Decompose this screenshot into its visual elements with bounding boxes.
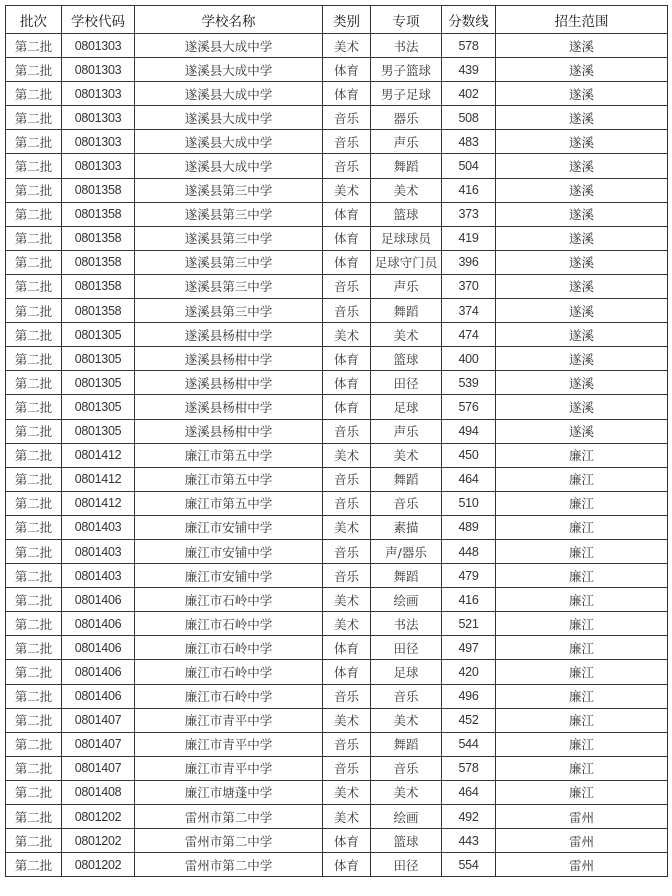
cell-specialty: 足球 xyxy=(371,660,442,684)
cell-school-name: 廉江市第五中学 xyxy=(135,491,323,515)
cell-school-code: 0801406 xyxy=(62,612,135,636)
cell-specialty: 音乐 xyxy=(371,491,442,515)
cell-score-line: 492 xyxy=(442,805,496,829)
table-row xyxy=(6,299,668,323)
table-row xyxy=(6,130,668,154)
cell-school-code: 0801202 xyxy=(62,805,135,829)
cell-score-line: 483 xyxy=(442,130,496,154)
cell-score-line: 510 xyxy=(442,491,496,515)
cell-category: 美术 xyxy=(323,588,371,612)
cell-score-line: 452 xyxy=(442,708,496,732)
cell-specialty: 素描 xyxy=(371,515,442,539)
cell-enrollment-area: 遂溪 xyxy=(496,154,668,178)
table-row xyxy=(6,226,668,250)
cell-category: 音乐 xyxy=(323,467,371,491)
header-batch: 批次 xyxy=(6,6,62,34)
table-row xyxy=(6,274,668,298)
cell-score-line: 374 xyxy=(442,299,496,323)
cell-score-line: 439 xyxy=(442,58,496,82)
cell-score-line: 544 xyxy=(442,732,496,756)
cell-specialty: 足球球员 xyxy=(371,226,442,250)
cell-school-name: 遂溪县杨柑中学 xyxy=(135,419,323,443)
cell-batch: 第二批 xyxy=(6,467,62,491)
cell-category: 音乐 xyxy=(323,274,371,298)
table-row xyxy=(6,82,668,106)
cell-batch: 第二批 xyxy=(6,780,62,804)
cell-school-code: 0801358 xyxy=(62,250,135,274)
table-row xyxy=(6,154,668,178)
cell-school-code: 0801358 xyxy=(62,299,135,323)
cell-school-code: 0801403 xyxy=(62,539,135,563)
cell-category: 体育 xyxy=(323,371,371,395)
cell-category: 美术 xyxy=(323,780,371,804)
cell-school-code: 0801406 xyxy=(62,588,135,612)
cell-school-name: 廉江市第五中学 xyxy=(135,467,323,491)
cell-batch: 第二批 xyxy=(6,323,62,347)
cell-enrollment-area: 遂溪 xyxy=(496,58,668,82)
cell-score-line: 416 xyxy=(442,178,496,202)
cell-batch: 第二批 xyxy=(6,443,62,467)
cell-school-name: 遂溪县第三中学 xyxy=(135,178,323,202)
header-enrollment-area: 招生范围 xyxy=(496,6,668,34)
cell-enrollment-area: 廉江 xyxy=(496,660,668,684)
cell-school-code: 0801358 xyxy=(62,178,135,202)
cell-specialty: 舞蹈 xyxy=(371,154,442,178)
cell-batch: 第二批 xyxy=(6,564,62,588)
cell-school-code: 0801407 xyxy=(62,732,135,756)
cell-specialty: 美术 xyxy=(371,708,442,732)
cell-batch: 第二批 xyxy=(6,178,62,202)
cell-batch: 第二批 xyxy=(6,539,62,563)
cell-category: 体育 xyxy=(323,82,371,106)
cell-batch: 第二批 xyxy=(6,106,62,130)
table-row xyxy=(6,636,668,660)
cell-score-line: 448 xyxy=(442,539,496,563)
cell-school-name: 廉江市安铺中学 xyxy=(135,539,323,563)
table-row xyxy=(6,419,668,443)
cell-school-code: 0801406 xyxy=(62,636,135,660)
cell-category: 体育 xyxy=(323,202,371,226)
cell-school-name: 遂溪县杨柑中学 xyxy=(135,371,323,395)
cell-enrollment-area: 遂溪 xyxy=(496,202,668,226)
table-row xyxy=(6,202,668,226)
header-school-code: 学校代码 xyxy=(62,6,135,34)
cell-batch: 第二批 xyxy=(6,684,62,708)
header-score-line: 分数线 xyxy=(442,6,496,34)
cell-enrollment-area: 遂溪 xyxy=(496,347,668,371)
cell-batch: 第二批 xyxy=(6,202,62,226)
cell-batch: 第二批 xyxy=(6,130,62,154)
table-row xyxy=(6,853,668,877)
cell-batch: 第二批 xyxy=(6,226,62,250)
cell-batch: 第二批 xyxy=(6,395,62,419)
header-category: 类别 xyxy=(323,6,371,34)
cell-school-name: 遂溪县大成中学 xyxy=(135,34,323,58)
cell-school-name: 遂溪县第三中学 xyxy=(135,202,323,226)
cell-enrollment-area: 遂溪 xyxy=(496,130,668,154)
table-row xyxy=(6,805,668,829)
cell-enrollment-area: 廉江 xyxy=(496,588,668,612)
cell-school-code: 0801202 xyxy=(62,829,135,853)
cell-category: 美术 xyxy=(323,34,371,58)
table-row xyxy=(6,106,668,130)
cell-enrollment-area: 雷州 xyxy=(496,805,668,829)
cell-school-name: 遂溪县第三中学 xyxy=(135,226,323,250)
table-row xyxy=(6,732,668,756)
cell-school-code: 0801305 xyxy=(62,371,135,395)
table-row xyxy=(6,58,668,82)
cell-school-name: 遂溪县大成中学 xyxy=(135,58,323,82)
cell-school-name: 廉江市安铺中学 xyxy=(135,564,323,588)
cell-enrollment-area: 遂溪 xyxy=(496,274,668,298)
table-row xyxy=(6,491,668,515)
table-row xyxy=(6,323,668,347)
cell-batch: 第二批 xyxy=(6,154,62,178)
cell-school-code: 0801358 xyxy=(62,226,135,250)
cell-category: 体育 xyxy=(323,636,371,660)
cell-school-code: 0801412 xyxy=(62,491,135,515)
cell-batch: 第二批 xyxy=(6,708,62,732)
cell-specialty: 田径 xyxy=(371,371,442,395)
cell-category: 音乐 xyxy=(323,154,371,178)
cell-school-code: 0801303 xyxy=(62,130,135,154)
cell-enrollment-area: 廉江 xyxy=(496,636,668,660)
cell-school-name: 遂溪县第三中学 xyxy=(135,274,323,298)
cell-school-name: 廉江市石岭中学 xyxy=(135,588,323,612)
table-row xyxy=(6,467,668,491)
cell-enrollment-area: 廉江 xyxy=(496,491,668,515)
cell-specialty: 舞蹈 xyxy=(371,732,442,756)
cell-enrollment-area: 雷州 xyxy=(496,853,668,877)
cell-score-line: 578 xyxy=(442,34,496,58)
cell-enrollment-area: 廉江 xyxy=(496,539,668,563)
cell-school-name: 遂溪县大成中学 xyxy=(135,154,323,178)
cell-batch: 第二批 xyxy=(6,756,62,780)
cell-school-code: 0801305 xyxy=(62,419,135,443)
cell-batch: 第二批 xyxy=(6,829,62,853)
cell-score-line: 578 xyxy=(442,756,496,780)
cell-category: 体育 xyxy=(323,347,371,371)
cell-enrollment-area: 遂溪 xyxy=(496,82,668,106)
cell-specialty: 篮球 xyxy=(371,829,442,853)
cell-school-name: 遂溪县杨柑中学 xyxy=(135,395,323,419)
cell-specialty: 书法 xyxy=(371,34,442,58)
cell-batch: 第二批 xyxy=(6,853,62,877)
cell-school-code: 0801408 xyxy=(62,780,135,804)
table-row xyxy=(6,708,668,732)
cell-specialty: 绘画 xyxy=(371,805,442,829)
table-row xyxy=(6,588,668,612)
cell-enrollment-area: 遂溪 xyxy=(496,226,668,250)
cell-category: 体育 xyxy=(323,853,371,877)
cell-score-line: 370 xyxy=(442,274,496,298)
cell-category: 音乐 xyxy=(323,299,371,323)
cell-enrollment-area: 廉江 xyxy=(496,515,668,539)
cell-category: 音乐 xyxy=(323,419,371,443)
cell-specialty: 舞蹈 xyxy=(371,467,442,491)
cell-specialty: 舞蹈 xyxy=(371,299,442,323)
cell-category: 音乐 xyxy=(323,539,371,563)
cell-category: 音乐 xyxy=(323,106,371,130)
table-body xyxy=(6,34,668,877)
cell-school-name: 雷州市第二中学 xyxy=(135,805,323,829)
cell-enrollment-area: 雷州 xyxy=(496,829,668,853)
cell-specialty: 器乐 xyxy=(371,106,442,130)
cell-school-name: 廉江市第五中学 xyxy=(135,443,323,467)
cell-enrollment-area: 廉江 xyxy=(496,443,668,467)
cell-school-code: 0801303 xyxy=(62,58,135,82)
table-row xyxy=(6,684,668,708)
table-row xyxy=(6,564,668,588)
cell-category: 美术 xyxy=(323,178,371,202)
cell-school-name: 廉江市青平中学 xyxy=(135,756,323,780)
cell-specialty: 足球 xyxy=(371,395,442,419)
cell-category: 美术 xyxy=(323,612,371,636)
table-row xyxy=(6,539,668,563)
table-row xyxy=(6,371,668,395)
cell-enrollment-area: 遂溪 xyxy=(496,419,668,443)
cell-score-line: 402 xyxy=(442,82,496,106)
cell-enrollment-area: 廉江 xyxy=(496,780,668,804)
cell-score-line: 494 xyxy=(442,419,496,443)
cell-batch: 第二批 xyxy=(6,250,62,274)
cell-enrollment-area: 遂溪 xyxy=(496,371,668,395)
cell-school-code: 0801303 xyxy=(62,106,135,130)
cell-school-code: 0801358 xyxy=(62,274,135,298)
header-row xyxy=(6,6,668,34)
cell-school-code: 0801406 xyxy=(62,684,135,708)
cell-category: 体育 xyxy=(323,226,371,250)
cell-specialty: 舞蹈 xyxy=(371,564,442,588)
cell-specialty: 声乐 xyxy=(371,274,442,298)
table-row xyxy=(6,515,668,539)
table-row xyxy=(6,347,668,371)
cell-school-code: 0801202 xyxy=(62,853,135,877)
cell-batch: 第二批 xyxy=(6,491,62,515)
cell-score-line: 479 xyxy=(442,564,496,588)
cell-school-name: 廉江市石岭中学 xyxy=(135,612,323,636)
cell-batch: 第二批 xyxy=(6,588,62,612)
cell-score-line: 416 xyxy=(442,588,496,612)
cell-category: 体育 xyxy=(323,250,371,274)
cell-category: 美术 xyxy=(323,708,371,732)
cell-school-name: 遂溪县大成中学 xyxy=(135,130,323,154)
cell-enrollment-area: 遂溪 xyxy=(496,178,668,202)
cell-score-line: 443 xyxy=(442,829,496,853)
cell-specialty: 声乐 xyxy=(371,419,442,443)
cell-school-name: 雷州市第二中学 xyxy=(135,829,323,853)
cell-score-line: 474 xyxy=(442,323,496,347)
cell-batch: 第二批 xyxy=(6,419,62,443)
cell-score-line: 576 xyxy=(442,395,496,419)
cell-score-line: 539 xyxy=(442,371,496,395)
cell-score-line: 521 xyxy=(442,612,496,636)
cell-specialty: 美术 xyxy=(371,323,442,347)
cell-specialty: 篮球 xyxy=(371,347,442,371)
cell-score-line: 396 xyxy=(442,250,496,274)
table-row xyxy=(6,612,668,636)
header-specialty: 专项 xyxy=(371,6,442,34)
table-row xyxy=(6,34,668,58)
cell-score-line: 496 xyxy=(442,684,496,708)
cell-batch: 第二批 xyxy=(6,515,62,539)
cell-school-code: 0801303 xyxy=(62,34,135,58)
cell-school-name: 遂溪县杨柑中学 xyxy=(135,323,323,347)
cell-enrollment-area: 廉江 xyxy=(496,732,668,756)
cell-batch: 第二批 xyxy=(6,82,62,106)
cell-score-line: 419 xyxy=(442,226,496,250)
cell-score-line: 464 xyxy=(442,467,496,491)
cell-school-code: 0801407 xyxy=(62,708,135,732)
cell-specialty: 书法 xyxy=(371,612,442,636)
cell-school-name: 廉江市青平中学 xyxy=(135,708,323,732)
cell-school-code: 0801403 xyxy=(62,564,135,588)
cell-category: 体育 xyxy=(323,58,371,82)
cell-specialty: 音乐 xyxy=(371,684,442,708)
table-row xyxy=(6,829,668,853)
cell-school-name: 廉江市青平中学 xyxy=(135,732,323,756)
cell-school-name: 遂溪县杨柑中学 xyxy=(135,347,323,371)
cell-batch: 第二批 xyxy=(6,347,62,371)
cell-school-name: 廉江市石岭中学 xyxy=(135,636,323,660)
cell-category: 音乐 xyxy=(323,564,371,588)
cell-school-code: 0801303 xyxy=(62,82,135,106)
cell-school-code: 0801305 xyxy=(62,395,135,419)
cell-batch: 第二批 xyxy=(6,34,62,58)
cell-category: 体育 xyxy=(323,829,371,853)
cell-school-name: 廉江市塘蓬中学 xyxy=(135,780,323,804)
cell-specialty: 音乐 xyxy=(371,756,442,780)
table-row xyxy=(6,660,668,684)
cell-enrollment-area: 廉江 xyxy=(496,564,668,588)
cell-specialty: 田径 xyxy=(371,636,442,660)
cell-category: 美术 xyxy=(323,443,371,467)
cell-score-line: 508 xyxy=(442,106,496,130)
cell-category: 音乐 xyxy=(323,130,371,154)
cell-score-line: 464 xyxy=(442,780,496,804)
table-header xyxy=(6,6,668,34)
cell-batch: 第二批 xyxy=(6,636,62,660)
cell-school-code: 0801406 xyxy=(62,660,135,684)
cell-specialty: 声乐 xyxy=(371,130,442,154)
cell-school-code: 0801303 xyxy=(62,154,135,178)
cell-score-line: 420 xyxy=(442,660,496,684)
cell-school-code: 0801412 xyxy=(62,443,135,467)
cell-category: 美术 xyxy=(323,805,371,829)
cell-enrollment-area: 遂溪 xyxy=(496,106,668,130)
table-row xyxy=(6,250,668,274)
cell-batch: 第二批 xyxy=(6,805,62,829)
cell-specialty: 足球守门员 xyxy=(371,250,442,274)
cell-enrollment-area: 遂溪 xyxy=(496,395,668,419)
cell-score-line: 489 xyxy=(442,515,496,539)
table-row xyxy=(6,395,668,419)
cell-enrollment-area: 廉江 xyxy=(496,708,668,732)
admission-score-table xyxy=(5,5,668,877)
cell-enrollment-area: 廉江 xyxy=(496,684,668,708)
cell-school-name: 遂溪县大成中学 xyxy=(135,106,323,130)
cell-specialty: 绘画 xyxy=(371,588,442,612)
cell-specialty: 美术 xyxy=(371,178,442,202)
cell-enrollment-area: 廉江 xyxy=(496,756,668,780)
cell-school-name: 遂溪县第三中学 xyxy=(135,299,323,323)
cell-score-line: 400 xyxy=(442,347,496,371)
cell-enrollment-area: 遂溪 xyxy=(496,323,668,347)
cell-specialty: 声/器乐 xyxy=(371,539,442,563)
table-row xyxy=(6,178,668,202)
cell-school-name: 廉江市石岭中学 xyxy=(135,684,323,708)
cell-category: 美术 xyxy=(323,515,371,539)
header-school-name: 学校名称 xyxy=(135,6,323,34)
cell-score-line: 450 xyxy=(442,443,496,467)
table-row xyxy=(6,756,668,780)
cell-batch: 第二批 xyxy=(6,274,62,298)
cell-enrollment-area: 廉江 xyxy=(496,467,668,491)
cell-school-name: 雷州市第二中学 xyxy=(135,853,323,877)
cell-score-line: 504 xyxy=(442,154,496,178)
cell-category: 体育 xyxy=(323,660,371,684)
cell-category: 音乐 xyxy=(323,756,371,780)
cell-batch: 第二批 xyxy=(6,660,62,684)
cell-school-name: 遂溪县第三中学 xyxy=(135,250,323,274)
cell-batch: 第二批 xyxy=(6,371,62,395)
cell-category: 音乐 xyxy=(323,684,371,708)
cell-batch: 第二批 xyxy=(6,732,62,756)
table-row xyxy=(6,443,668,467)
cell-school-code: 0801403 xyxy=(62,515,135,539)
cell-specialty: 男子篮球 xyxy=(371,58,442,82)
cell-school-code: 0801358 xyxy=(62,202,135,226)
cell-specialty: 男子足球 xyxy=(371,82,442,106)
cell-score-line: 373 xyxy=(442,202,496,226)
cell-category: 音乐 xyxy=(323,732,371,756)
cell-batch: 第二批 xyxy=(6,58,62,82)
cell-enrollment-area: 遂溪 xyxy=(496,34,668,58)
cell-school-name: 廉江市安铺中学 xyxy=(135,515,323,539)
cell-specialty: 美术 xyxy=(371,780,442,804)
cell-category: 音乐 xyxy=(323,491,371,515)
cell-specialty: 篮球 xyxy=(371,202,442,226)
cell-specialty: 美术 xyxy=(371,443,442,467)
cell-category: 体育 xyxy=(323,395,371,419)
cell-score-line: 497 xyxy=(442,636,496,660)
cell-batch: 第二批 xyxy=(6,612,62,636)
cell-school-name: 廉江市石岭中学 xyxy=(135,660,323,684)
cell-school-code: 0801407 xyxy=(62,756,135,780)
cell-specialty: 田径 xyxy=(371,853,442,877)
cell-school-name: 遂溪县大成中学 xyxy=(135,82,323,106)
cell-enrollment-area: 遂溪 xyxy=(496,250,668,274)
cell-enrollment-area: 廉江 xyxy=(496,612,668,636)
cell-school-code: 0801412 xyxy=(62,467,135,491)
cell-score-line: 554 xyxy=(442,853,496,877)
table-row xyxy=(6,780,668,804)
cell-enrollment-area: 遂溪 xyxy=(496,299,668,323)
cell-batch: 第二批 xyxy=(6,299,62,323)
cell-school-code: 0801305 xyxy=(62,347,135,371)
cell-category: 美术 xyxy=(323,323,371,347)
cell-school-code: 0801305 xyxy=(62,323,135,347)
